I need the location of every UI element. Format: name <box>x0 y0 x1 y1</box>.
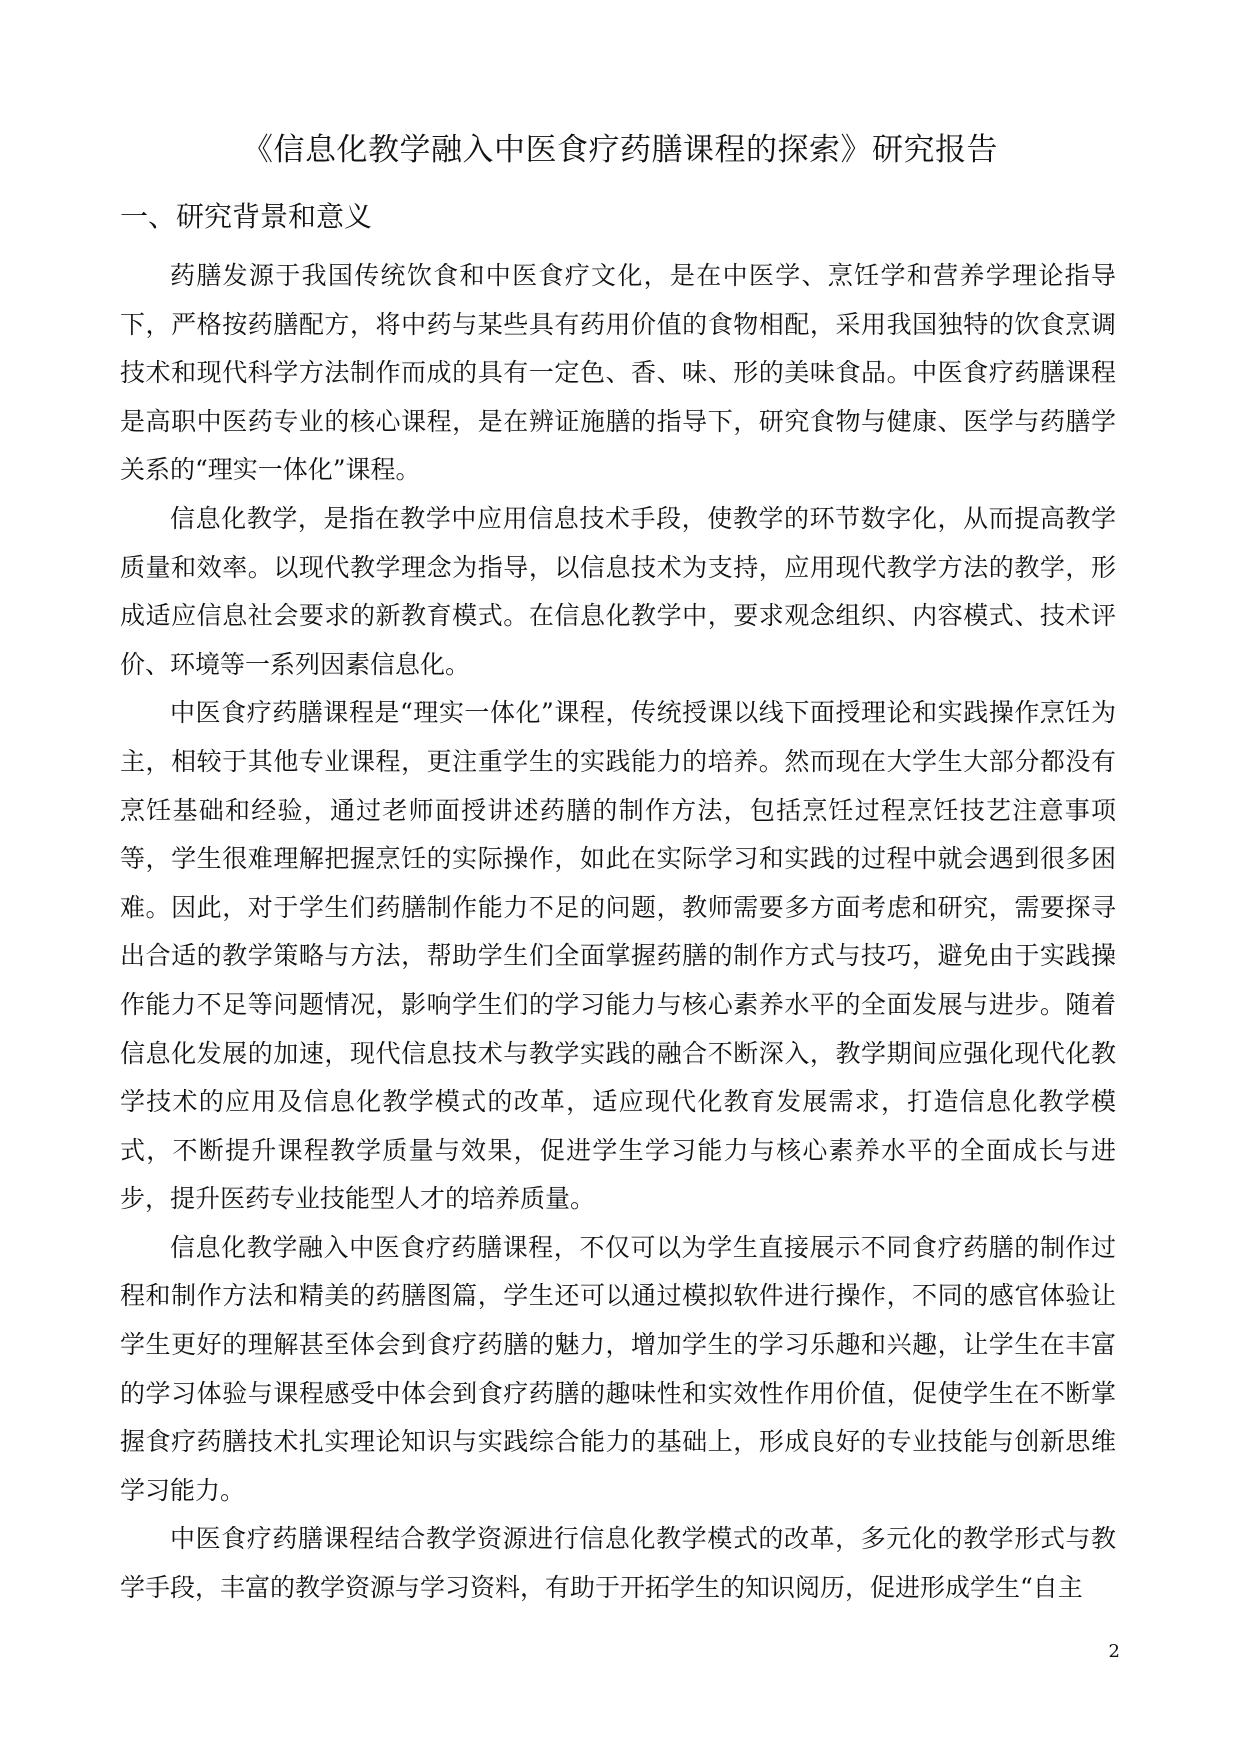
document-body <box>120 252 1116 1613</box>
body-paragraph-3: 中医食疗药膳课程是“理实一体化”课程，传统授课以线下面授理论和实践操作烹饪为主，相较于其他专业课程，更注重学生的实践能力的培养。然而现在大学生大部分都没有烹饪基础和经验，通过老师面授讲述药膳的制作方法，包括烹饪过程烹饪技艺注意事项等，学生很难理解把握烹饪的实际操作，如此在实际学习和实践的过程中就会遇到很多困难。因此，对于学生们药膳制作能力不足的问题，教师需要多方面考虑和研究，需要探寻出合适的教学策略与方法，帮助学生们全面掌握药膳的制作方式与技巧，避免由于实践操作能力不足等问题情况，影响学生们的学习能力与核心素养水平的全面发展与进步。随着信息化发展的加速，现代信息技术与教学实践的融合不断深入，教学期间应强化现代化教学技术的应用及信息化教学模式的改革，适应现代化教育发展需求，打造信息化教学模式，不断提升课程教学质量与效果，促进学生学习能力与核心素养水平的全面成长与进步，提升医药专业技能型人才的培养质量。 <box>120 698 1116 1214</box>
section-heading: 一、研究背景和意义 <box>120 200 373 233</box>
body-paragraph-4: 信息化教学融入中医食疗药膳课程，不仅可以为学生直接展示不同食疗药膳的制作过程和制作方法和精美的药膳图篇，学生还可以通过模拟软件进行操作，不同的感官体验让学生更好的理解甚至体会到食疗药膳的魅力，增加学生的学习乐趣和兴趣，让学生在丰富的学习体验与课程感受中体会到食疗药膳的趣味性和实效性作用价值，促使学生在不断掌握食疗药膳技术扎实理论知识与实践综合能力的基础上，形成良好的专业技能与创新思维学习能力。 <box>120 1232 1116 1505</box>
body-paragraph-5: 中医食疗药膳课程结合教学资源进行信息化教学模式的改革，多元化的教学形式与教学手段，丰富的教学资源与学习资料，有助于开拓学生的知识阅历，促进形成学生“自主 <box>120 1524 1116 1603</box>
document-title: 《信息化教学融入中医食疗药膳课程的探索》研究报告 <box>242 132 998 168</box>
body-paragraph-2: 信息化教学，是指在教学中应用信息技术手段，使教学的环节数字化，从而提高教学质量和效率。以现代教学理念为指导，以信息技术为支持，应用现代教学方法的教学，形成适应信息社会要求的新教育模式。在信息化教学中，要求观念组织、内容模式、技术评价、环境等一系列因素信息化。 <box>120 503 1116 679</box>
body-paragraph-1: 药膳发源于我国传统饮食和中医食疗文化，是在中医学、烹饪学和营养学理论指导下，严格按药膳配方，将中药与某些具有药用价值的食物相配，采用我国独特的饮食烹调技术和现代科学方法制作而成的具有一定色、香、味、形的美味食品。中医食疗药膳课程是高职中医药专业的核心课程，是在辨证施膳的指导下，研究食物与健康、医学与药膳学关系的“理实一体化”课程。 <box>120 261 1116 485</box>
page-number: 2 <box>1108 1641 1120 1662</box>
